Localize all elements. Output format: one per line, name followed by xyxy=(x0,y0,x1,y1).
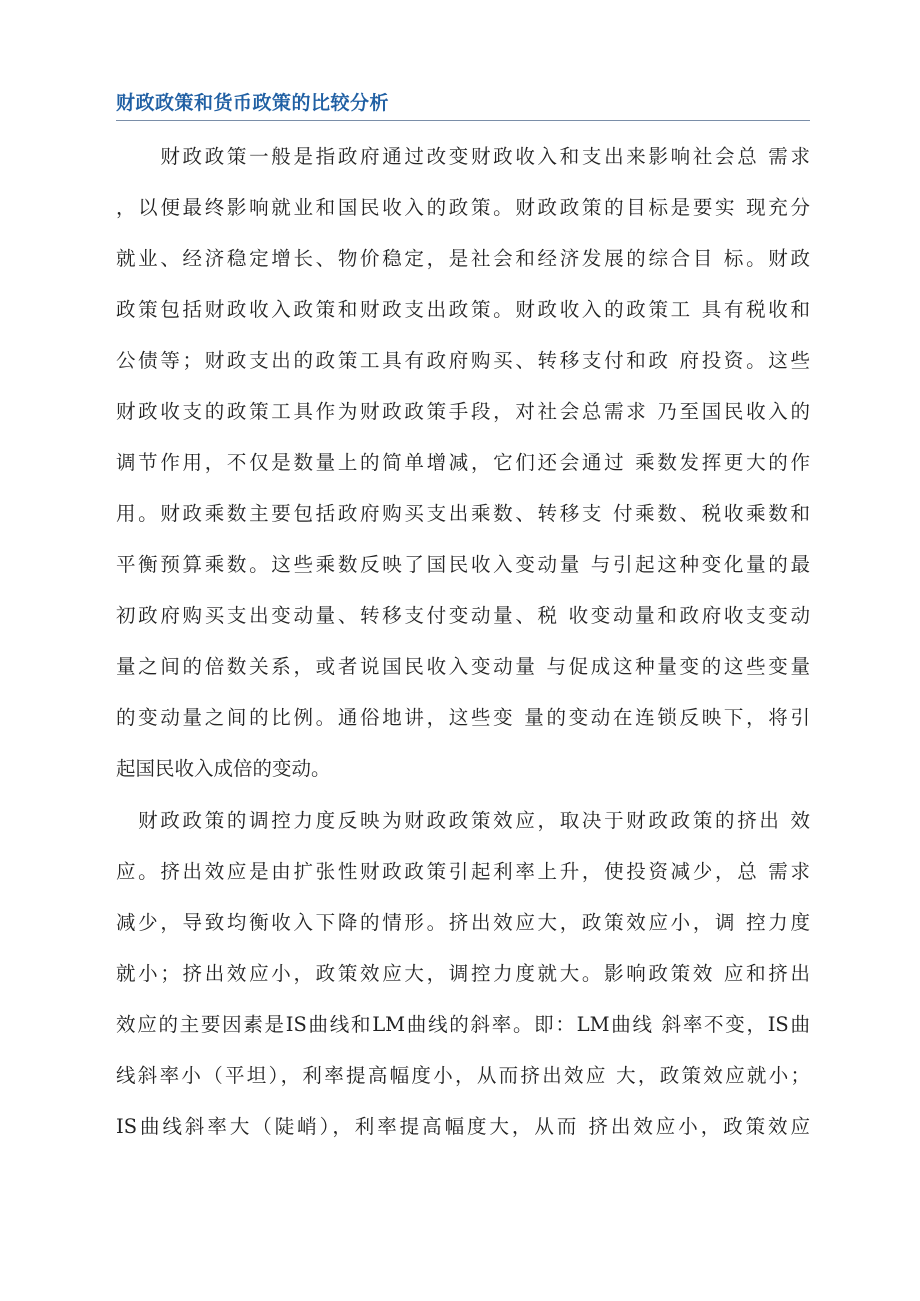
text-line: 量之间的倍数关系，或者说国民收入变动量 与促成这种量变的这些变量 xyxy=(116,655,810,678)
document-title: 财政政策和货币政策的比较分析 xyxy=(116,92,390,114)
title-underline xyxy=(116,120,810,121)
text-line: 公债等；财政支出的政策工具有政府购买、转移支付和政 府投资。这些 xyxy=(116,349,810,372)
text-line: 财政政策一般是指政府通过改变财政收入和支出来影响社会总 需求 xyxy=(116,145,810,168)
text-line: 财政收支的政策工具作为财政政策手段，对社会总需求 乃至国民收入的 xyxy=(116,400,810,423)
text-line: 起国民收入成倍的变动。 xyxy=(116,757,331,780)
text-line: 减少，导致均衡收入下降的情形。挤出效应大，政策效应小，调 控力度 xyxy=(116,911,810,934)
text-line: 初政府购买支出变动量、转移支付变动量、税 收变动量和政府收支变动 xyxy=(116,604,810,627)
text-line: 用。财政乘数主要包括政府购买支出乘数、转移支 付乘数、税收乘数和 xyxy=(116,502,810,525)
text-line: ，以便最终影响就业和国民收入的政策。财政政策的目标是要实 现充分 xyxy=(116,196,810,219)
text-line: 平衡预算乘数。这些乘数反映了国民收入变动量 与引起这种变化量的最 xyxy=(116,553,810,576)
text-line: 效应的主要因素是IS曲线和LM曲线的斜率。即：LM曲线 斜率不变，IS曲 xyxy=(116,1013,810,1036)
text-line: 政策包括财政收入政策和财政支出政策。财政收入的政策工 具有税收和 xyxy=(116,298,810,321)
text-line: 线斜率小（平坦），利率提高幅度小，从而挤出效应 大，政策效应就小； xyxy=(116,1064,810,1087)
text-line: 就业、经济稳定增长、物价稳定，是社会和经济发展的综合目 标。财政 xyxy=(116,247,810,270)
text-line: 应。挤出效应是由扩张性财政政策引起利率上升，使投资减少，总 需求 xyxy=(116,860,810,883)
text-line: IS曲线斜率大（陡峭），利率提高幅度大，从而 挤出效应小，政策效应 xyxy=(116,1115,810,1138)
text-line: 财政政策的调控力度反映为财政政策效应，取决于财政政策的挤出 效 xyxy=(116,809,810,832)
text-line: 调节作用，不仅是数量上的简单增减，它们还会通过 乘数发挥更大的作 xyxy=(116,451,810,474)
text-line: 就小；挤出效应小，政策效应大，调控力度就大。影响政策效 应和挤出 xyxy=(116,962,810,985)
text-line: 的变动量之间的比例。通俗地讲，这些变 量的变动在连锁反映下，将引 xyxy=(116,706,810,729)
